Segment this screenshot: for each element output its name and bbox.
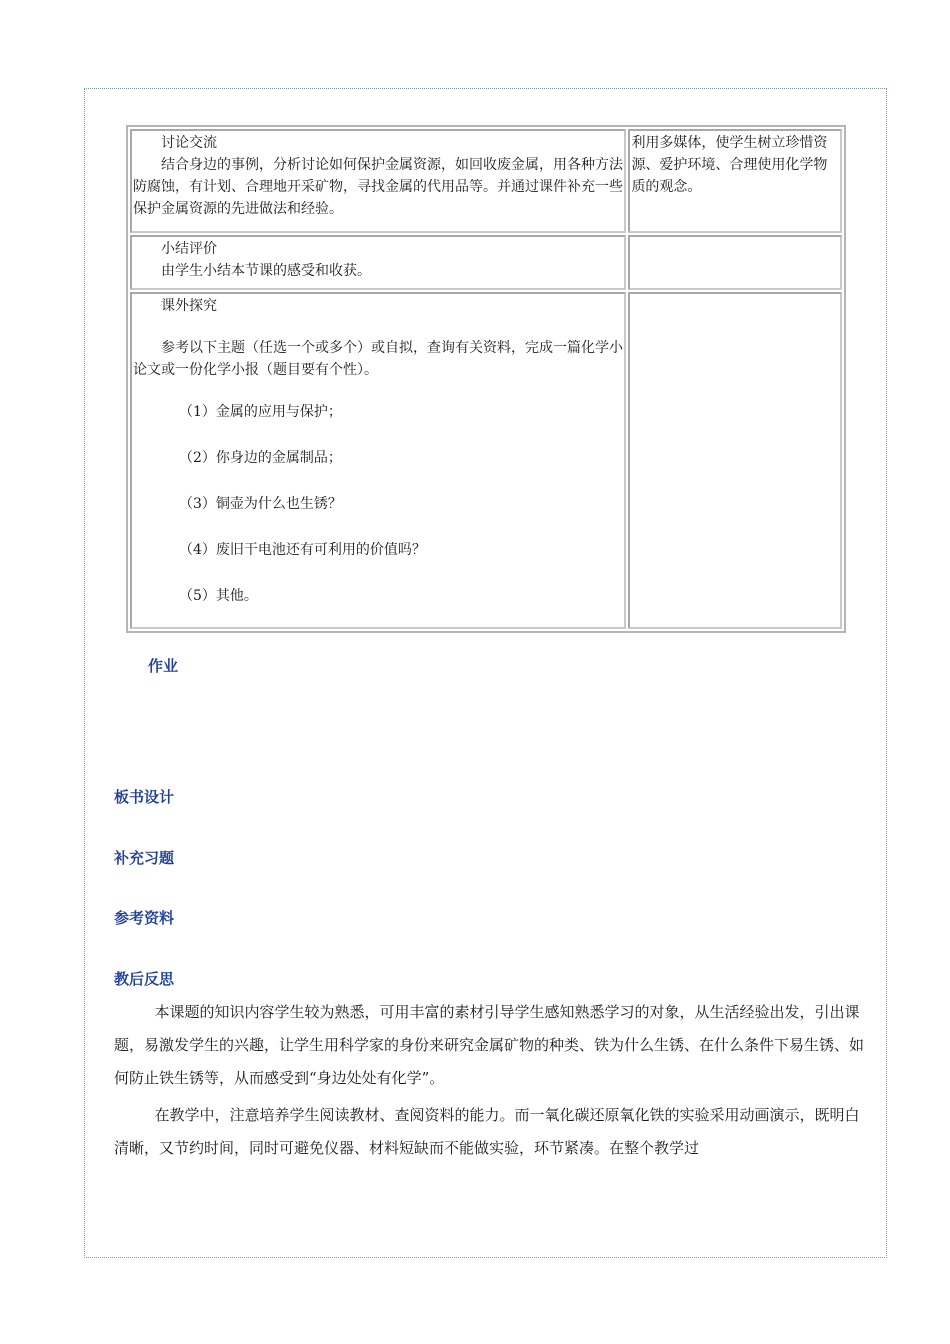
- row-title: 小结评价: [161, 241, 217, 257]
- reflection-paragraph: 本课题的知识内容学生较为熟悉，可用丰富的素材引导学生感知熟悉学习的对象，从生活经验出发，引出课题，易激发学生的兴趣，让学生用科学家的身份来研究金属矿物的种类、铁为什么生锈、在什么条件下易生锈、如何防止铁生锈等，从而感受到“身边处处有化学”。: [114, 1003, 865, 1087]
- activity-cell: [130, 235, 626, 290]
- reflection-text: [114, 996, 864, 1165]
- row-title: 课外探究: [161, 298, 217, 314]
- intent-cell: [628, 235, 842, 290]
- list-item: （2）你身边的金属制品；: [179, 450, 342, 466]
- table-row: [130, 235, 842, 290]
- table-row: [130, 292, 842, 629]
- exercises-heading: 补充习题: [114, 849, 175, 867]
- reflection-paragraph: 在教学中，注意培养学生阅读教材、查阅资料的能力。而一氧化碳还原氧化铁的实验采用动画演示，既明白清晰，又节约时间，同时可避免仪器、材料短缺而不能做实验，环节紧凑。在整个教学过: [114, 1106, 860, 1157]
- row-body: 由学生小结本节课的感受和收获。: [161, 263, 371, 279]
- row-note: 利用多媒体，使学生树立珍惜资源、爱护环境、合理使用化学物质的观念。: [631, 135, 828, 195]
- list-item: （1）金属的应用与保护；: [179, 404, 342, 420]
- table-row: [130, 129, 842, 233]
- intent-cell: [628, 129, 842, 233]
- row-body: 参考以下主题（任选一个或多个）或自拟，查询有关资料，完成一篇化学小论文或一份化学小报（题目要有个性）。: [133, 340, 623, 378]
- activity-cell: [130, 292, 626, 629]
- activity-cell: [130, 129, 626, 233]
- intent-cell: [628, 292, 842, 629]
- references-heading: 参考资料: [114, 909, 175, 927]
- row-title: 讨论交流: [161, 135, 217, 151]
- board-design-heading: 板书设计: [114, 788, 175, 806]
- list-item: （4）废旧干电池还有可利用的价值吗？: [179, 542, 426, 558]
- lesson-table: [126, 125, 846, 633]
- homework-heading: 作业: [148, 657, 179, 675]
- list-item: （5）其他。: [179, 588, 258, 604]
- row-body: 结合身边的事例，分析讨论如何保护金属资源，如回收废金属，用各种方法防腐蚀，有计划、合理地开采矿物，寻找金属的代用品等。并通过课件补充一些保护金属资源的先进做法和经验。: [133, 157, 623, 217]
- reflection-heading: 教后反思: [114, 970, 175, 988]
- list-item: （3）铜壶为什么也生锈？: [179, 496, 342, 512]
